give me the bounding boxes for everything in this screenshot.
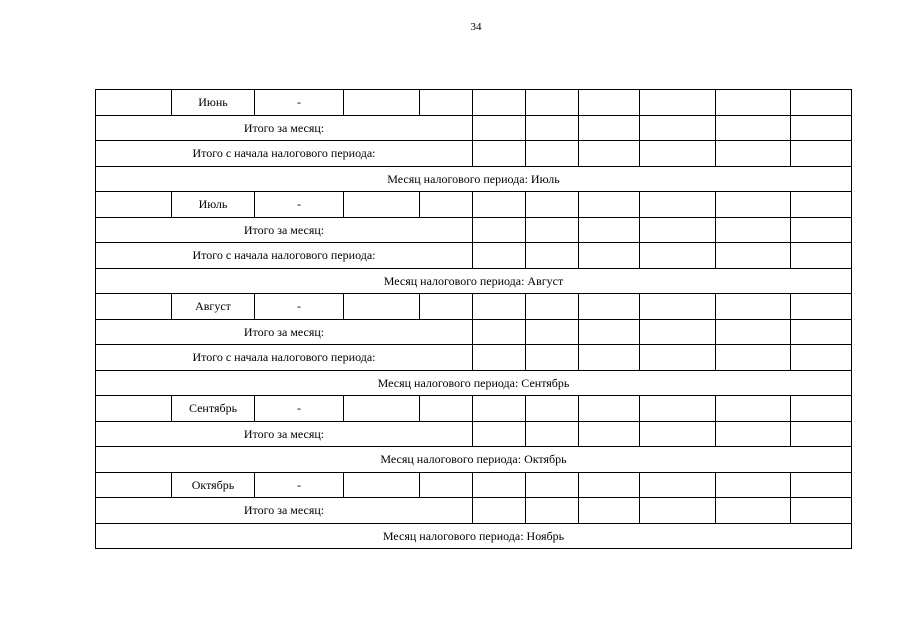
total-month-label: Итого за месяц:	[96, 217, 473, 243]
total-value-cell[interactable]	[579, 217, 640, 243]
total-value-cell[interactable]	[526, 217, 579, 243]
value-cell[interactable]	[640, 192, 716, 218]
total-value-cell[interactable]	[579, 421, 640, 447]
total-value-cell[interactable]	[716, 345, 791, 371]
period-header-row	[96, 447, 852, 473]
total-month-row	[96, 498, 852, 524]
month-name-cell: Октябрь	[172, 472, 255, 498]
month-row	[96, 294, 852, 320]
total-month-label: Итого за месяц:	[96, 421, 473, 447]
row-number-cell[interactable]	[96, 472, 172, 498]
total-value-cell[interactable]	[716, 319, 791, 345]
total-value-cell[interactable]	[579, 141, 640, 167]
value-cell[interactable]	[716, 192, 791, 218]
total-value-cell[interactable]	[526, 319, 579, 345]
total-period-row	[96, 243, 852, 269]
ledger-body	[96, 90, 852, 549]
period-header-label: Месяц налогового периода: Июль	[96, 166, 852, 192]
total-value-cell[interactable]	[791, 345, 852, 371]
value-cell[interactable]	[473, 90, 526, 116]
total-value-cell[interactable]	[791, 421, 852, 447]
total-month-row	[96, 421, 852, 447]
value-cell[interactable]	[526, 294, 579, 320]
total-value-cell[interactable]	[526, 345, 579, 371]
value-cell[interactable]	[344, 472, 420, 498]
period-header-row	[96, 370, 852, 396]
value-cell[interactable]	[640, 472, 716, 498]
total-value-cell[interactable]	[640, 421, 716, 447]
value-cell[interactable]	[579, 472, 640, 498]
total-period-row	[96, 141, 852, 167]
value-cell[interactable]	[526, 192, 579, 218]
value-cell[interactable]	[716, 396, 791, 422]
total-value-cell[interactable]	[473, 319, 526, 345]
total-month-row	[96, 319, 852, 345]
value-cell[interactable]	[526, 396, 579, 422]
dash-cell: -	[255, 472, 344, 498]
month-name-cell: Июль	[172, 192, 255, 218]
total-value-cell[interactable]	[716, 217, 791, 243]
month-name-cell: Сентябрь	[172, 396, 255, 422]
total-value-cell[interactable]	[791, 319, 852, 345]
value-cell[interactable]	[579, 192, 640, 218]
row-number-cell[interactable]	[96, 192, 172, 218]
total-value-cell[interactable]	[791, 243, 852, 269]
period-header-label: Месяц налогового периода: Август	[96, 268, 852, 294]
value-cell[interactable]	[640, 294, 716, 320]
total-value-cell[interactable]	[640, 498, 716, 524]
total-month-label: Итого за месяц:	[96, 498, 473, 524]
total-value-cell[interactable]	[473, 141, 526, 167]
period-header-row	[96, 523, 852, 549]
total-period-label: Итого с начала налогового периода:	[96, 345, 473, 371]
value-cell[interactable]	[420, 472, 473, 498]
total-value-cell[interactable]	[640, 141, 716, 167]
total-month-row	[96, 115, 852, 141]
total-value-cell[interactable]	[579, 243, 640, 269]
total-month-label: Итого за месяц:	[96, 319, 473, 345]
dash-cell: -	[255, 192, 344, 218]
total-value-cell[interactable]	[716, 421, 791, 447]
total-value-cell[interactable]	[473, 115, 526, 141]
value-cell[interactable]	[420, 192, 473, 218]
value-cell[interactable]	[791, 192, 852, 218]
value-cell[interactable]	[716, 90, 791, 116]
value-cell[interactable]	[473, 472, 526, 498]
total-value-cell[interactable]	[526, 243, 579, 269]
total-value-cell[interactable]	[791, 115, 852, 141]
total-value-cell[interactable]	[640, 217, 716, 243]
total-value-cell[interactable]	[473, 421, 526, 447]
total-value-cell[interactable]	[473, 345, 526, 371]
total-value-cell[interactable]	[526, 115, 579, 141]
value-cell[interactable]	[473, 192, 526, 218]
total-month-label: Итого за месяц:	[96, 115, 473, 141]
value-cell[interactable]	[579, 90, 640, 116]
total-value-cell[interactable]	[473, 217, 526, 243]
month-row	[96, 472, 852, 498]
value-cell[interactable]	[526, 90, 579, 116]
total-month-row	[96, 217, 852, 243]
period-header-label: Месяц налогового периода: Октябрь	[96, 447, 852, 473]
dash-cell: -	[255, 294, 344, 320]
total-value-cell[interactable]	[526, 141, 579, 167]
value-cell[interactable]	[640, 396, 716, 422]
value-cell[interactable]	[791, 294, 852, 320]
value-cell[interactable]	[344, 294, 420, 320]
total-value-cell[interactable]	[526, 421, 579, 447]
total-period-label: Итого с начала налогового периода:	[96, 141, 473, 167]
total-value-cell[interactable]	[640, 345, 716, 371]
total-value-cell[interactable]	[791, 498, 852, 524]
total-value-cell[interactable]	[716, 115, 791, 141]
value-cell[interactable]	[420, 90, 473, 116]
value-cell[interactable]	[579, 294, 640, 320]
value-cell[interactable]	[579, 396, 640, 422]
row-number-cell[interactable]	[96, 294, 172, 320]
total-value-cell[interactable]	[640, 319, 716, 345]
total-period-label: Итого с начала налогового периода:	[96, 243, 473, 269]
month-name-cell: Июнь	[172, 90, 255, 116]
month-row	[96, 90, 852, 116]
row-number-cell[interactable]	[96, 90, 172, 116]
value-cell[interactable]	[791, 472, 852, 498]
total-value-cell[interactable]	[716, 498, 791, 524]
month-row	[96, 192, 852, 218]
value-cell[interactable]	[420, 396, 473, 422]
total-value-cell[interactable]	[791, 217, 852, 243]
value-cell[interactable]	[473, 294, 526, 320]
dash-cell: -	[255, 396, 344, 422]
dash-cell: -	[255, 90, 344, 116]
total-period-row	[96, 345, 852, 371]
period-header-row	[96, 166, 852, 192]
total-value-cell[interactable]	[473, 498, 526, 524]
total-value-cell[interactable]	[716, 243, 791, 269]
period-header-label: Месяц налогового периода: Ноябрь	[96, 523, 852, 549]
value-cell[interactable]	[716, 472, 791, 498]
value-cell[interactable]	[473, 396, 526, 422]
value-cell[interactable]	[716, 294, 791, 320]
value-cell[interactable]	[344, 90, 420, 116]
value-cell[interactable]	[791, 396, 852, 422]
period-header-row	[96, 268, 852, 294]
period-header-label: Месяц налогового периода: Сентябрь	[96, 370, 852, 396]
value-cell[interactable]	[420, 294, 473, 320]
value-cell[interactable]	[344, 396, 420, 422]
month-row	[96, 396, 852, 422]
value-cell[interactable]	[526, 472, 579, 498]
value-cell[interactable]	[344, 192, 420, 218]
total-value-cell[interactable]	[640, 115, 716, 141]
total-value-cell[interactable]	[579, 319, 640, 345]
total-value-cell[interactable]	[579, 345, 640, 371]
row-number-cell[interactable]	[96, 396, 172, 422]
total-value-cell[interactable]	[791, 141, 852, 167]
value-cell[interactable]	[791, 90, 852, 116]
total-value-cell[interactable]	[473, 243, 526, 269]
total-value-cell[interactable]	[640, 243, 716, 269]
total-value-cell[interactable]	[579, 115, 640, 141]
value-cell[interactable]	[640, 90, 716, 116]
month-name-cell: Август	[172, 294, 255, 320]
page-number: 34	[470, 21, 482, 33]
total-value-cell[interactable]	[716, 141, 791, 167]
total-value-cell[interactable]	[579, 498, 640, 524]
tax-ledger-table	[95, 89, 852, 549]
total-value-cell[interactable]	[526, 498, 579, 524]
